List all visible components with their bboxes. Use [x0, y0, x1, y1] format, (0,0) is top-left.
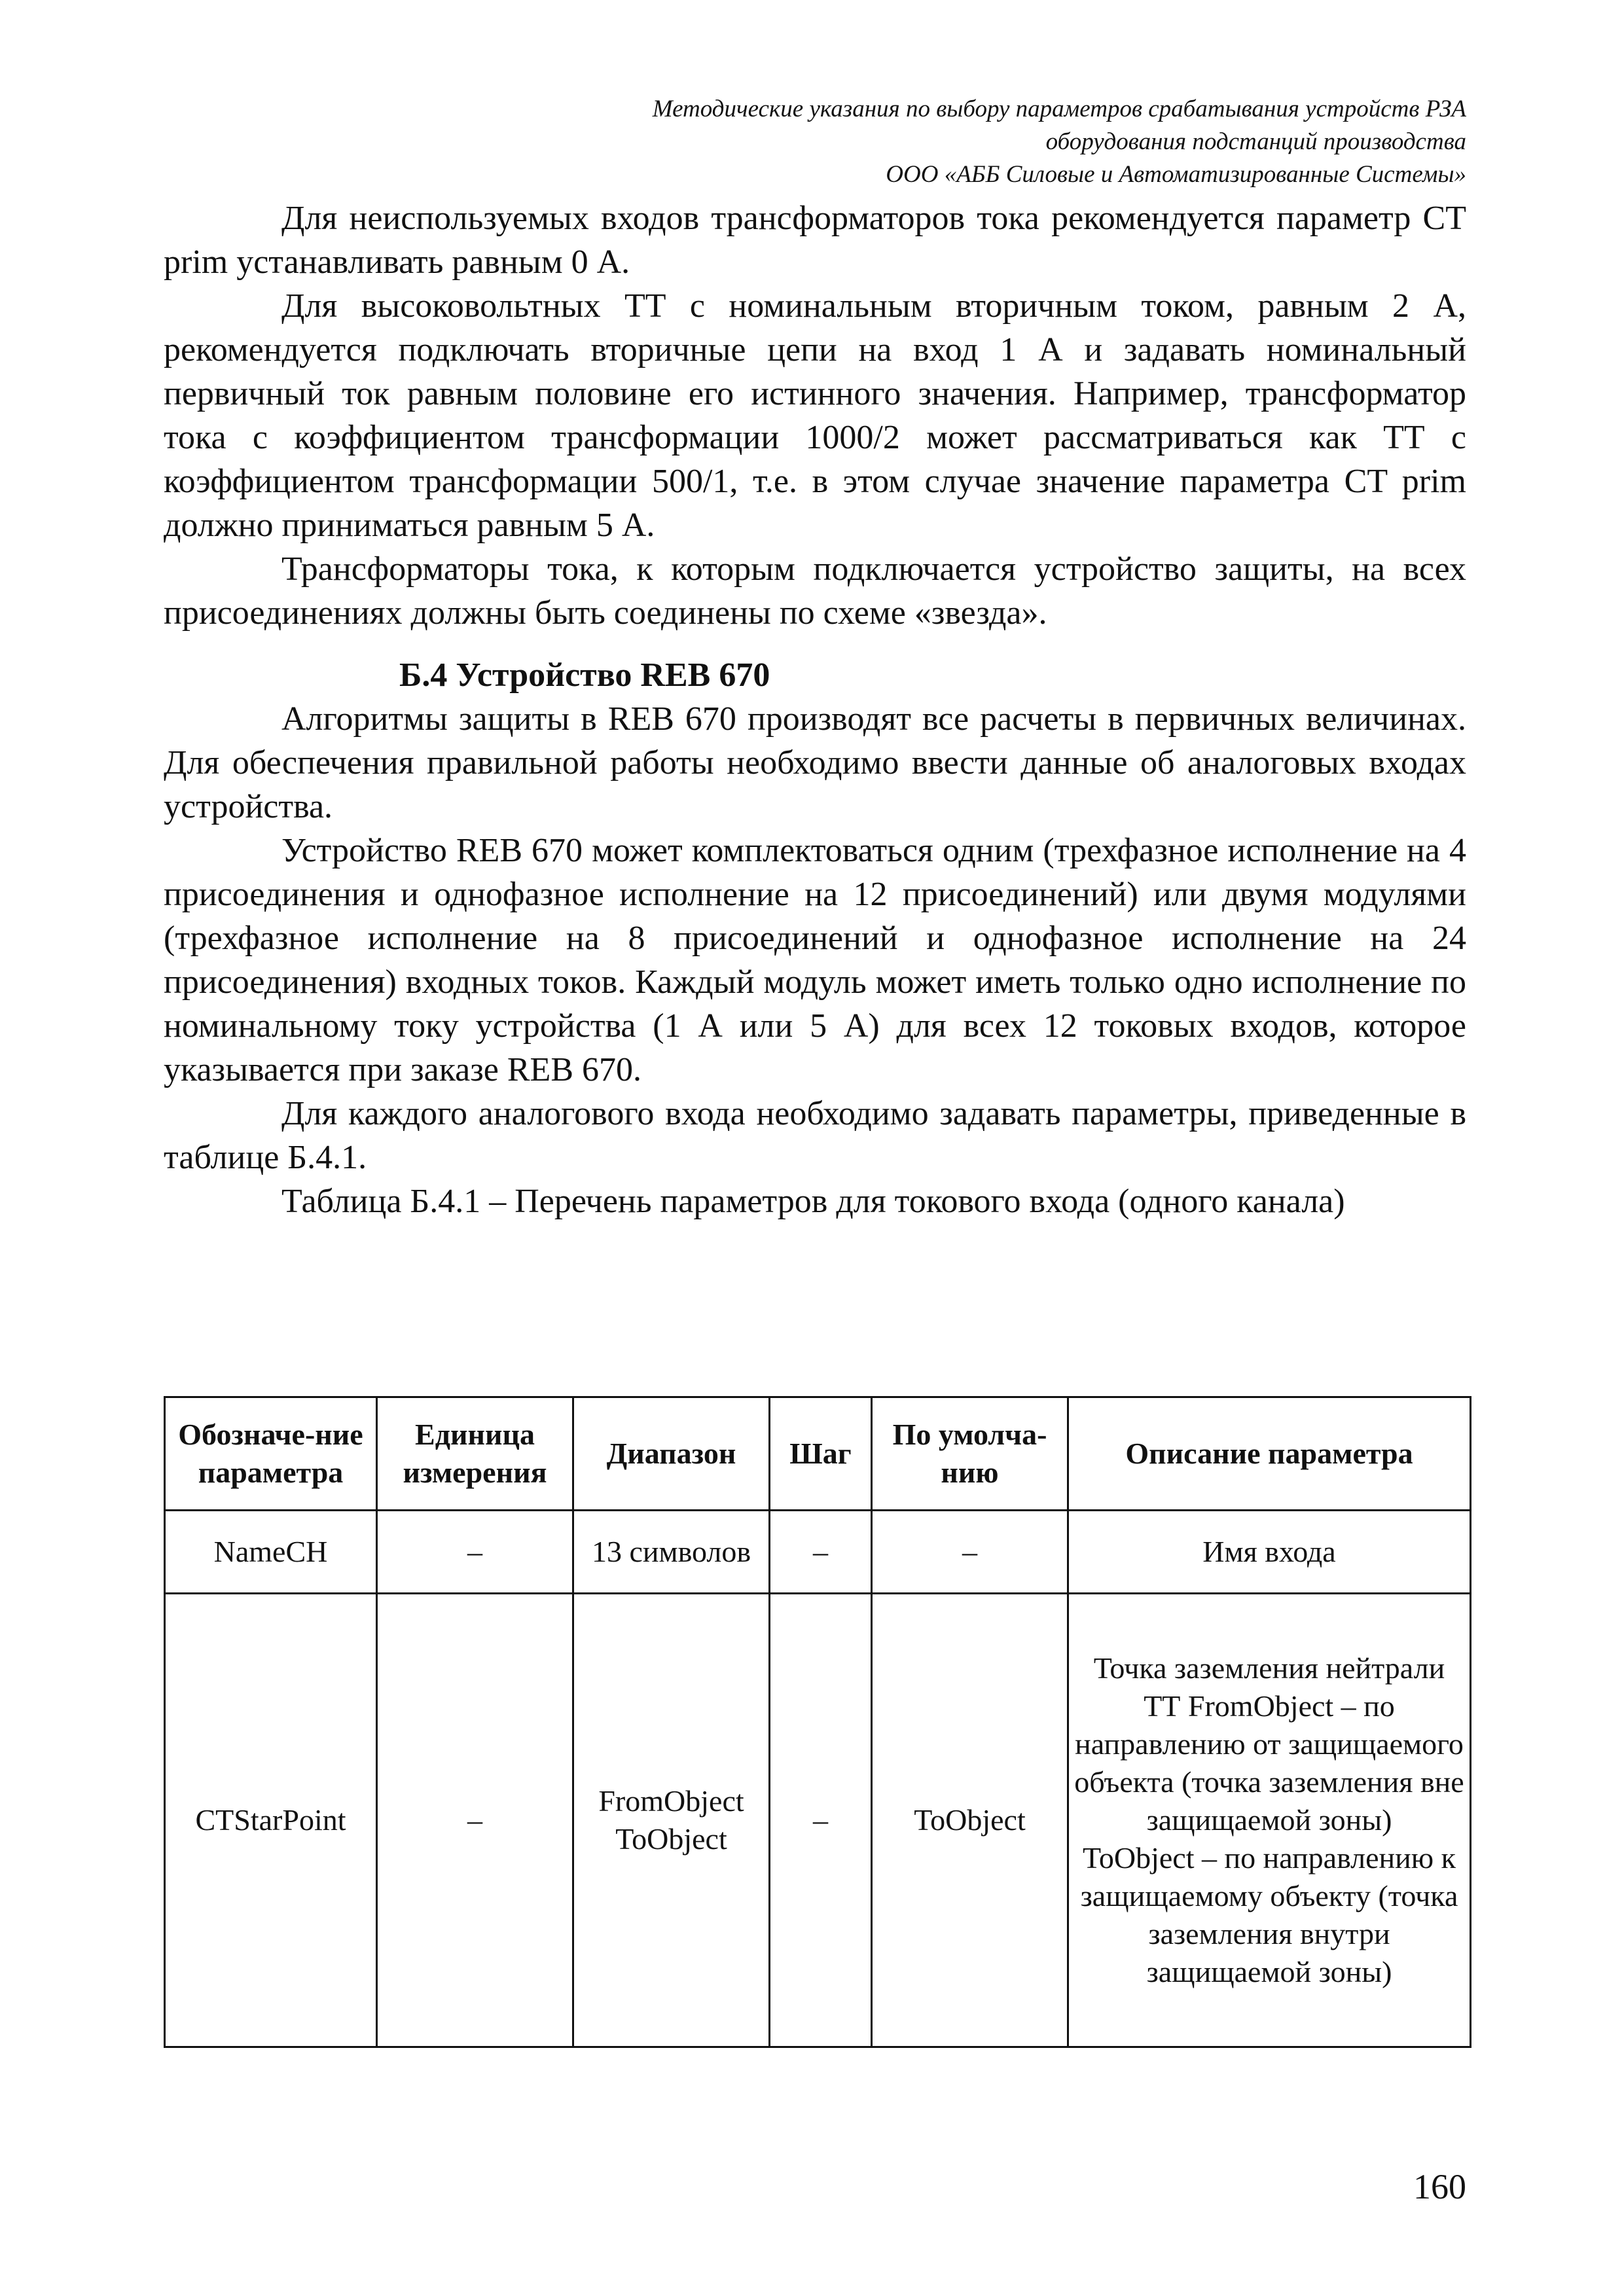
- table-row: [165, 1594, 1471, 2047]
- page-number: 160: [1413, 2167, 1466, 2206]
- paragraph-table-reference: Для каждого аналогового входа необходимо задавать параметры, приведенные в таблице Б.4.1.: [164, 1095, 1466, 1176]
- table-row: [165, 1511, 1471, 1594]
- section-heading: Б.4 Устройство REB 670: [399, 656, 770, 694]
- table-header-row: [165, 1397, 1471, 1511]
- cell-unit: –: [377, 1511, 573, 1594]
- cell-step: –: [770, 1511, 872, 1594]
- header-description: Описание параметра: [1068, 1397, 1471, 1511]
- cell-description: [1068, 1594, 1471, 2047]
- cell-step: –: [770, 1594, 872, 2047]
- cell-default: –: [872, 1511, 1068, 1594]
- parameters-table: [164, 1396, 1471, 2048]
- header-unit: Единица измерения: [377, 1397, 573, 1511]
- paragraph-star-connection: Трансформаторы тока, к которым подключается устройство защиты, на всех присоединениях должны быть соединены по схеме «звезда».: [164, 550, 1466, 632]
- cell-range: 13 символов: [573, 1511, 770, 1594]
- paragraph-modules: Устройство REB 670 может комплектоваться одним (трехфазное исполнение на 4 присоединения и однофазное исполнение на 12 присоединений) или двумя модулями (трехфазное исполнение на 8 присоединений и однофазное исполнение на 24 присоединения) входных токов. Каждый модуль может иметь только одно исполнение по номинальному току устройства (1 А или 5 А) для всех 12 токовых входов, которое указывается при заказе REB 670.: [164, 832, 1466, 1088]
- table-caption: Таблица Б.4.1 – Перечень параметров для токового входа (одного канала): [281, 1183, 1345, 1220]
- header-range: Диапазон: [573, 1397, 770, 1511]
- paragraph-unused-inputs: Для неиспользуемых входов трансформаторов тока рекомендуется параметр CT prim устанавливать равным 0 А.: [164, 200, 1466, 281]
- running-header: [164, 93, 1466, 191]
- range-option-to-object: ToObject: [615, 1822, 727, 1856]
- cell-range: [573, 1594, 770, 2047]
- paragraph-high-voltage-ct: Для высоковольтных ТТ с номинальным вторичным током, равным 2 А, рекомендуется подключать вторичные цепи на вход 1 А и задавать номинальный первичный ток равным половине его истинного значения. Например, трансформатор тока с коэффициентом трансформации 1000/2 может рассматриваться как ТТ с коэффициентом трансформации 500/1, т.е. в этом случае значение параметра CT prim должно приниматься равным 5 А.: [164, 287, 1466, 544]
- header-line-2: оборудования подстанций производства: [1045, 128, 1466, 155]
- header-line-3: ООО «АББ Силовые и Автоматизированные Системы»: [886, 161, 1466, 188]
- header-default: По умолча-нию: [872, 1397, 1068, 1511]
- body-text: [164, 196, 1466, 1223]
- cell-default: ToObject: [872, 1594, 1068, 2047]
- paragraph-primary-values: Алгоритмы защиты в REB 670 производят все расчеты в первичных величинах. Для обеспечения правильной работы необходимо ввести данные об аналоговых входах устройства.: [164, 700, 1466, 825]
- header-designation: Обозначе-ние параметра: [165, 1397, 377, 1511]
- range-option-from-object: FromObject: [598, 1784, 744, 1818]
- cell-unit: –: [377, 1594, 573, 2047]
- description-from-object: Точка заземления нейтрали ТТ FromObject – по направлению от защищаемого объекта (точка заземления вне защищаемой зоны): [1074, 1651, 1464, 1837]
- header-step: Шаг: [770, 1397, 872, 1511]
- header-line-1: Методические указания по выбору параметров срабатывания устройств РЗА: [652, 96, 1466, 122]
- cell-description: Имя входа: [1068, 1511, 1471, 1594]
- description-to-object: ToObject – по направлению к защищаемому объекту (точка заземления внутри защищаемой зоны): [1080, 1841, 1458, 1988]
- cell-name: NameCH: [165, 1511, 377, 1594]
- cell-name: CTStarPoint: [165, 1594, 377, 2047]
